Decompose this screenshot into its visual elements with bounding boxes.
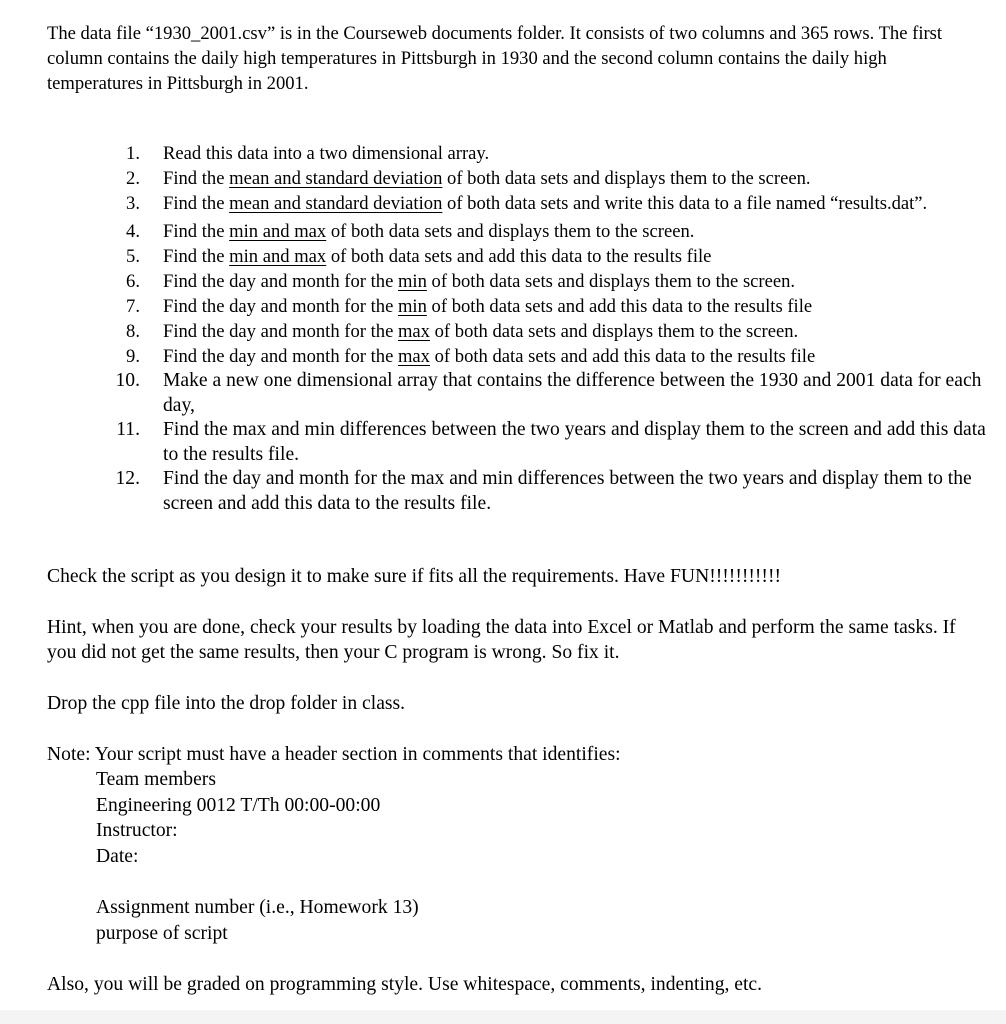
note-line: Team members [96, 769, 216, 790]
task-number: 7. [126, 296, 140, 317]
task-item [0, 294, 998, 319]
task-text: of both data sets and add this data to the results file [326, 246, 712, 267]
note-line: Engineering 0012 T/Th 00:00-00:00 [96, 794, 381, 816]
note-line: Instructor: [96, 820, 178, 841]
task-number: 11. [116, 419, 140, 440]
note-list [96, 895, 419, 946]
page-bottom-edge [0, 1010, 1006, 1024]
task-item [0, 418, 998, 467]
task-text: Find the [163, 221, 230, 242]
task-number: 2. [126, 168, 140, 189]
task-text: Find the max and min differences between the two years and display them to the screen and add this data to the results file. [163, 419, 986, 465]
hint-paragraph: Hint, when you are done, check your results by loading the data into Excel or Matlab and perform the same tasks. If you did not get the same results, then your C program is wrong. So fix it. [47, 617, 956, 663]
style-paragraph: Also, you will be graded on programming style. Use whitespace, comments, indenting, etc. [47, 974, 763, 995]
task-text: Find the day and month for the max and min differences between the two years and display them to the screen and add this data to the results file. [163, 468, 972, 514]
task-item [0, 344, 998, 369]
task-text: of both data sets and displays them to the screen. [429, 321, 799, 342]
task-item [0, 141, 998, 166]
note-line: Assignment number (i.e., Homework 13) [96, 897, 419, 918]
task-item [0, 269, 998, 294]
task-text: Read this data into a two dimensional array. [163, 143, 490, 164]
task-text: Find the day and month for the [163, 296, 398, 317]
task-text: Find the [163, 246, 230, 267]
task-text: Find the day and month for the [163, 346, 398, 367]
task-item [0, 467, 998, 516]
task-number: 4. [126, 221, 140, 242]
task-item [0, 244, 998, 269]
task-text: of both data sets and displays them to the screen. [426, 271, 796, 292]
note-heading: Note: Your script must have a header section in comments that identifies: [47, 744, 621, 765]
task-keyword: max [397, 346, 430, 367]
task-text: of both data sets and add this data to the results file [426, 296, 813, 317]
task-item [0, 319, 998, 344]
task-keyword: mean and standard deviation [229, 168, 443, 189]
task-number: 10. [115, 370, 140, 391]
task-text: Find the day and month for the [163, 321, 398, 342]
intro-paragraph: The data file “1930_2001.csv” is in the Courseweb documents folder. It consists of two columns and 365 rows. The first column contains the daily high temperatures in Pittsburgh in 1930 and the second column contains the daily high temperatures in Pittsburgh in 2001. [47, 23, 943, 94]
task-item [0, 369, 998, 418]
note-line: Date: [96, 845, 139, 867]
task-text: Find the day and month for the [163, 271, 398, 292]
task-text: Make a new one dimensional array that contains the difference between the 1930 and 2001 data for each day, [163, 370, 982, 416]
task-text: Find the [163, 193, 230, 214]
task-keyword: min and max [229, 221, 327, 242]
task-keyword: mean and standard deviation [229, 193, 443, 214]
task-item [0, 191, 998, 216]
task-number: 3. [126, 193, 140, 214]
task-text: of both data sets and displays them to the screen. [326, 221, 695, 242]
task-number: 5. [126, 246, 140, 267]
task-text: of both data sets and add this data to the results file [429, 346, 816, 367]
task-item [0, 219, 998, 244]
task-number: 12. [115, 468, 140, 489]
task-list [0, 141, 1006, 516]
task-text: of both data sets and write this data to a file named “results.dat”. [442, 193, 928, 214]
task-number: 1. [126, 143, 140, 164]
drop-paragraph: Drop the cpp file into the drop folder in class. [47, 693, 406, 714]
note-line: purpose of script [96, 922, 228, 944]
task-text: of both data sets and displays them to the screen. [442, 168, 811, 189]
task-number: 9. [126, 346, 140, 367]
task-text: Find the [163, 168, 230, 189]
task-item [0, 166, 998, 191]
task-keyword: min [397, 296, 427, 317]
task-number: 6. [126, 271, 140, 292]
note-list [96, 767, 380, 869]
task-number: 8. [126, 321, 140, 342]
task-keyword: max [397, 321, 430, 342]
task-keyword: min and max [229, 246, 327, 267]
task-keyword: min [397, 271, 427, 292]
check-paragraph: Check the script as you design it to make sure if fits all the requirements. Have FUN!!!!!!!!!!! [47, 566, 781, 587]
